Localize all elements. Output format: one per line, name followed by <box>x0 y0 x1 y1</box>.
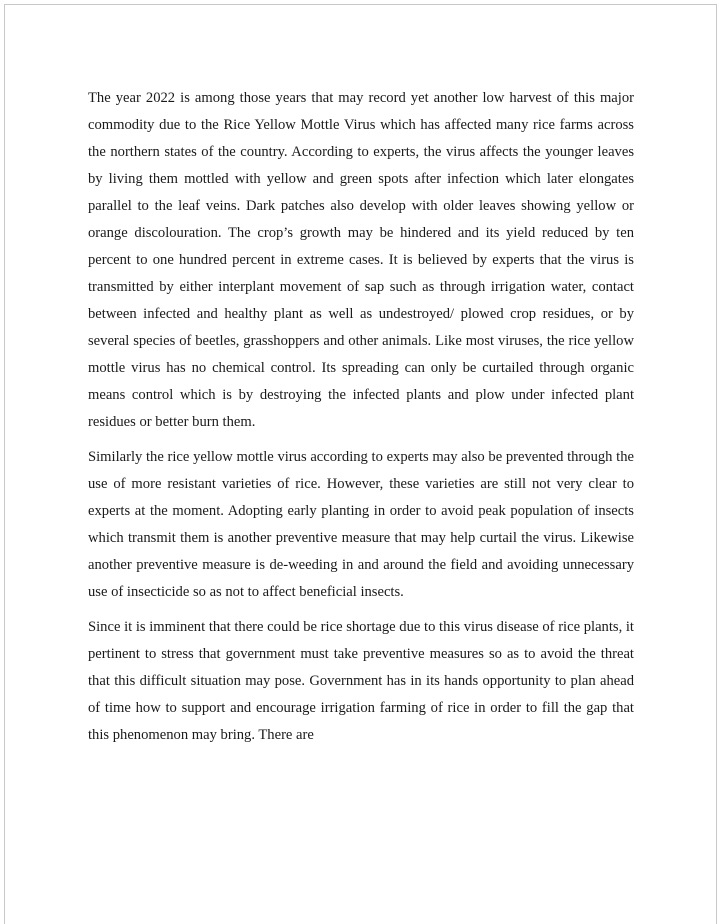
paragraph-2: Similarly the rice yellow mottle virus according to experts may also be prevented through the use of more resistant varieties of rice. However, these varieties are still not very clear to experts at the moment. Adopting early planting in order to avoid peak population of insects which transmit them is another preventive measure that may help curtail the virus. Likewise another preventive measure is de-weeding in and around the field and avoiding unnecessary use of insecticide so as not to affect beneficial insects. <box>88 449 634 600</box>
document-body <box>88 85 634 757</box>
document-page <box>4 4 717 924</box>
paragraph-3: Since it is imminent that there could be rice shortage due to this virus disease of rice plants, it pertinent to stress that government must take preventive measures so as to avoid the threat that this difficult situation may pose. Government has in its hands opportunity to plan ahead of time how to support and encourage irrigation farming of rice in order to fill the gap that this phenomenon may bring. There are <box>88 619 634 743</box>
paragraph-1: The year 2022 is among those years that may record yet another low harvest of this major commodity due to the Rice Yellow Mottle Virus which has affected many rice farms across the northern states of the country. According to experts, the virus affects the younger leaves by living them mottled with yellow and green spots after infection which later elongates parallel to the leaf veins. Dark patches also develop with older leaves showing yellow or orange discolouration. The crop’s growth may be hindered and its yield reduced by ten percent to one hundred percent in extreme cases. It is believed by experts that the virus is transmitted by either interplant movement of sap such as through irrigation water, contact between infected and healthy plant as well as undestroyed/ plowed crop residues, or by several species of beetles, grasshoppers and other animals. Like most viruses, the rice yellow mottle virus has no chemical control. Its spreading can only be curtailed through organic means control which is by destroying the infected plants and plow under infected plant residues or better burn them. <box>88 90 634 430</box>
